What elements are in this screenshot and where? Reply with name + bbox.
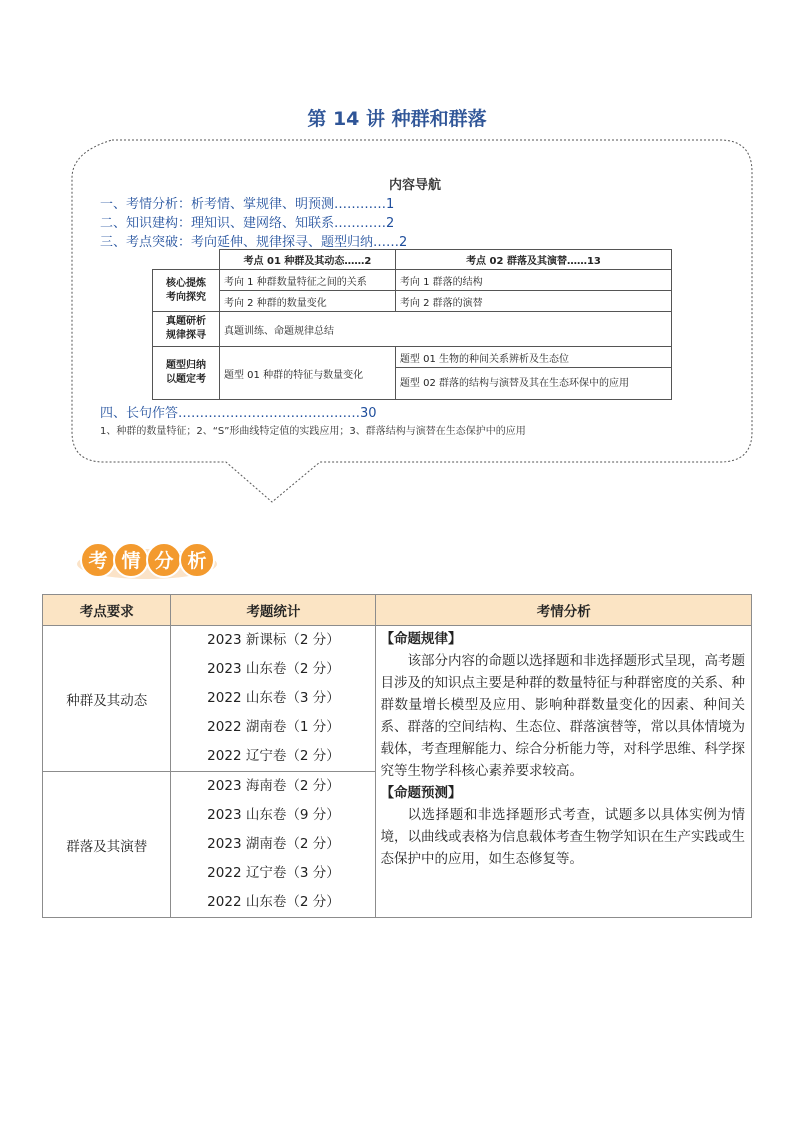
nav-table: [152, 249, 672, 400]
col-header-statistics: 考题统计: [171, 595, 376, 626]
stat-item: 2023 山东卷（9 分）: [207, 807, 340, 823]
nav-cell[interactable]: 题型 02 群落的结构与演替及其在生态环保中的应用: [395, 368, 671, 400]
nav-cell[interactable]: 题型 01 生物的种间关系辨析及生态位: [395, 347, 671, 368]
col-header-requirement: 考点要求: [43, 595, 171, 626]
nav-heading: 内容导航: [388, 178, 441, 193]
nav-row-label-line: 核心提炼: [166, 277, 206, 289]
stat-item: 2023 海南卷（2 分）: [207, 778, 340, 794]
nav-table-corner: [153, 250, 220, 270]
col-header-analysis: 考情分析: [376, 595, 752, 626]
page-title: 第 14 讲 种群和群落: [307, 108, 487, 130]
badge-char: 分: [154, 550, 174, 572]
stats-population: [171, 626, 376, 772]
predict-text: 以选择题和非选择题形式考查，试题多以具体实例为情境，以曲线或表格为信息载体考查生物学知识在生产实践或生态保护中的应用，如生态修复等。: [380, 807, 745, 867]
analysis-content: [376, 626, 752, 918]
nav-row-label-line: 真题研析: [166, 316, 206, 327]
predict-heading: 【命题预测】: [380, 785, 462, 801]
exam-analysis-table: [42, 594, 752, 918]
nav-cell[interactable]: 题型 01 种群的特征与数量变化: [220, 347, 396, 400]
nav-item-breakthrough[interactable]: 三、考点突破：考向延伸、规律探寻、题型归纳……2: [100, 235, 408, 250]
nav-row-label-3: [153, 347, 220, 400]
nav-cell[interactable]: 考向 2 群落的演替: [395, 291, 671, 312]
stat-item: 2023 新课标（2 分）: [207, 632, 340, 648]
stats-community: [171, 772, 376, 918]
nav-row-label-line: 考向探究: [166, 291, 206, 303]
nav-long-answer-topics: 1、种群的数量特征；2、“S”形曲线特定值的实践应用；3、群落结构与演替在生态保护中的应用: [100, 426, 526, 437]
topic-population: 种群及其动态: [43, 626, 171, 772]
nav-item-analysis[interactable]: 一、考情分析：析考情、掌规律、明预测…………1: [100, 197, 395, 212]
stat-item: 2022 辽宁卷（2 分）: [207, 748, 340, 764]
badge-char: 考: [88, 550, 108, 572]
topic-community: 群落及其演替: [43, 772, 171, 918]
stat-item: 2023 山东卷（2 分）: [207, 661, 340, 677]
rule-text: 该部分内容的命题以选择题和非选择题形式呈现，高考题目涉及的知识点主要是种群的数量特征与种群密度的关系、种群数量增长模型及应用、影响种群数量变化的因素、种间关系、群落的空间结构、生态位、群落演替等，常以具体情境为载体，考查理解能力、综合分析能力等，对科学思维、科学探究等生物学科核心素养要求较高。: [380, 653, 745, 779]
stat-item: 2022 山东卷（3 分）: [207, 690, 340, 706]
nav-row-label-line: 以题定考: [166, 374, 206, 385]
nav-col-header-1[interactable]: 考点 01 种群及其动态……2: [220, 250, 396, 270]
nav-cell[interactable]: 真题训练、命题规律总结: [220, 312, 672, 347]
nav-cell[interactable]: 考向 2 种群的数量变化: [220, 291, 396, 312]
nav-row-label-2: [153, 312, 220, 347]
nav-cell[interactable]: 考向 1 群落的结构: [395, 270, 671, 291]
stat-item: 2022 山东卷（2 分）: [207, 894, 340, 910]
nav-row-label-line: 题型归纳: [166, 360, 206, 371]
badge-char: 情: [121, 550, 141, 572]
stat-item: 2022 辽宁卷（3 分）: [207, 865, 340, 881]
nav-cell[interactable]: 考向 1 种群数量特征之间的关系: [220, 270, 396, 291]
nav-row-label-line: 规律探寻: [166, 330, 206, 341]
nav-col-header-2[interactable]: 考点 02 群落及其演替……13: [395, 250, 671, 270]
stat-item: 2023 湖南卷（2 分）: [207, 836, 340, 852]
section-badge: [76, 540, 218, 582]
rule-heading: 【命题规律】: [380, 631, 462, 647]
badge-char: 析: [187, 550, 207, 572]
nav-item-knowledge[interactable]: 二、知识建构：理知识、建网络、知联系…………2: [100, 216, 395, 231]
nav-row-label-1: [153, 270, 220, 312]
nav-item-long-answer[interactable]: 四、长句作答……………………………………30: [100, 406, 377, 421]
stat-item: 2022 湖南卷（1 分）: [207, 719, 340, 735]
